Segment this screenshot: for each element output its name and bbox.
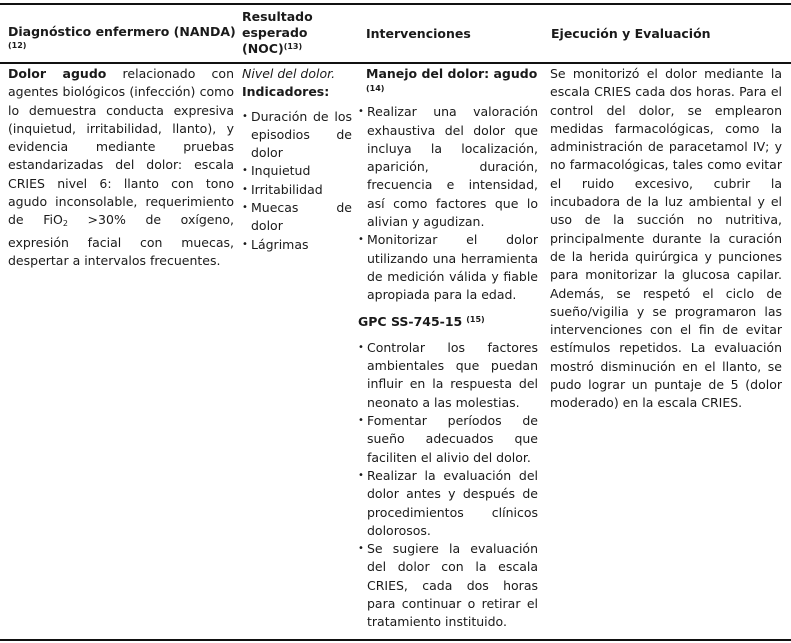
evaluation-text: Se monitorizó el dolor mediante la escala CRIES cada dos horas. Para el control del dolor, se emplearon medidas farmacológicas, como la administración de paracetamol IV; y no farmacológicas, tales como evitar el ruido excesivo, cubrir la incubadora de la luz ambiental y el uso de la succión no nutritiva, principalmente durante la curación de la herida quirúrgica y punciones para monitorizar la glucosa capilar. Además, se respetó el ciclo de sueño/vigilia y se programaron las intervenciones con el fin de evitar estímulos repetidos. La evaluación mostró disminución en el llanto, se pudo lograr un puntaje de 5 (dolor moderado) en la escala CRIES.	[550, 66, 782, 411]
intervention-item: • Se sugiere la evaluación del dolor con la escala CRIES, cada dos horas para continuar o retirar el tratamiento instituido.	[358, 540, 538, 631]
diagnosis-text-1: relacionado con agentes biológicos (infección) como lo demuestra conducta expresiva (inquietud, irritabilidad, llanto), y evidencia mediante pruebas estandarizadas del dolor: escala CRIES nivel 6: llanto con tono agudo inconsolable, requerimiento de FiO	[8, 66, 234, 228]
header-outcome-line2: esperado	[242, 25, 308, 40]
cell-evaluation	[550, 65, 782, 413]
header-diagnosis-label: Diagnóstico enfermero (NANDA)	[8, 24, 236, 39]
diagnosis-text-2: >30% de oxígeno, expresión facial con muecas, despertar a intervalos frecuentes.	[8, 212, 234, 268]
header-evaluation-label: Ejecución y Evaluación	[551, 26, 711, 41]
intervention-item: • Realizar la evaluación del dolor antes y después de procedimientos clínicos dolorosos.	[358, 467, 538, 540]
intervention-section-1-title: Manejo del dolor: agudo	[366, 66, 538, 81]
indicator-item: • Duración de los episodios de dolor	[242, 108, 352, 163]
intervention-list-1	[358, 103, 538, 304]
header-outcome-line3: (NOC)	[242, 41, 284, 56]
header-interventions-label: Intervenciones	[366, 26, 471, 41]
intervention-section-title	[358, 313, 538, 331]
cell-interventions	[358, 65, 538, 632]
diagnosis-title: Dolor agudo	[8, 66, 107, 81]
intervention-item: • Fomentar períodos de sueño adecuados que faciliten el alivio del dolor.	[358, 412, 538, 467]
header-bottom-rule	[0, 62, 791, 64]
cell-diagnosis	[8, 65, 234, 270]
outcome-title: Nivel del dolor.	[242, 66, 336, 81]
indicator-item: • Lágrimas	[242, 236, 352, 254]
indicators-list	[242, 108, 352, 254]
intervention-section-title	[358, 65, 538, 95]
intervention-item: • Realizar una valoración exhaustiva del dolor que incluya la localización, aparición, duración, frecuencia e intensidad, así como factores que lo alivian y agudizan.	[358, 103, 538, 231]
intervention-section-2-title: GPC SS-745-15	[358, 313, 463, 329]
intervention-section-2-ref: (15)	[466, 314, 485, 324]
intervention-section-1-ref: (14)	[366, 84, 385, 94]
header-outcome	[242, 9, 352, 57]
header-interventions	[366, 26, 546, 42]
table-bottom-rule	[0, 639, 791, 641]
intervention-item: • Controlar los factores ambientales que puedan influir en la respuesta del neonato a las molestias.	[358, 339, 538, 412]
indicator-item: • Inquietud	[242, 162, 352, 180]
intervention-list-2	[358, 339, 538, 632]
header-diagnosis	[8, 24, 236, 51]
diagnosis-subscript: 2	[62, 219, 68, 229]
table-top-rule	[0, 3, 791, 5]
indicator-item: • Irritabilidad	[242, 181, 352, 199]
header-outcome-line1: Resultado	[242, 9, 313, 24]
header-diagnosis-ref: (12)	[8, 41, 27, 50]
header-evaluation	[551, 26, 786, 42]
header-outcome-ref: (13)	[283, 42, 303, 51]
indicators-label: Indicadores:	[242, 84, 330, 100]
cell-outcome	[242, 65, 352, 254]
indicator-item: • Muecas de dolor	[242, 199, 352, 236]
intervention-item: • Monitorizar el dolor utilizando una herramienta de medición válida y fiable apropiada para la edad.	[358, 231, 538, 304]
